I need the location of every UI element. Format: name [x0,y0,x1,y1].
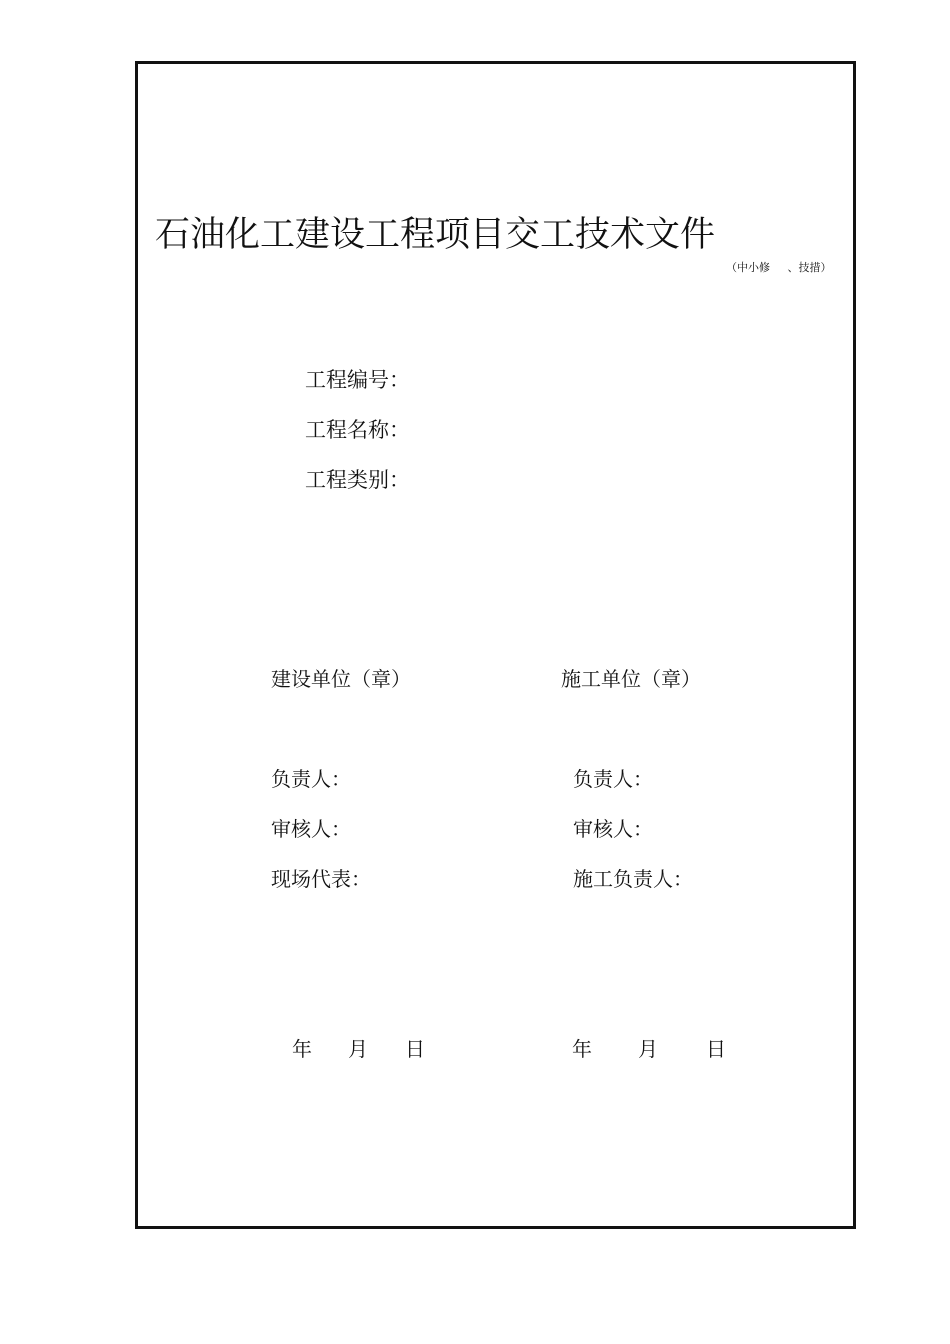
contractor-date-year: 年 [572,1037,592,1061]
project-number-label: 工程编号： [305,368,410,392]
document-subnote: （中小修 、技措） [726,261,832,274]
contractor-responsible-label: 负责人： [573,767,653,791]
owner-date-month: 月 [348,1037,368,1061]
project-category-label: 工程类别： [305,468,410,492]
contractor-date-month: 月 [638,1037,658,1061]
owner-unit-seal-label: 建设单位（章） [271,667,411,691]
project-name-label: 工程名称： [305,418,410,442]
owner-date-day: 日 [405,1037,425,1061]
contractor-unit-seal-label: 施工单位（章） [561,667,701,691]
contractor-construction-lead-label: 施工负责人： [573,867,693,891]
document-title: 石油化工建设工程项目交工技术文件 [155,215,716,255]
contractor-date-day: 日 [706,1037,726,1061]
owner-responsible-label: 负责人： [271,767,351,791]
contractor-date-line [0,1033,950,1059]
owner-date-year: 年 [292,1037,312,1061]
owner-site-representative-label: 现场代表： [271,867,371,891]
owner-reviewer-label: 审核人： [271,817,351,841]
contractor-reviewer-label: 审核人： [573,817,653,841]
